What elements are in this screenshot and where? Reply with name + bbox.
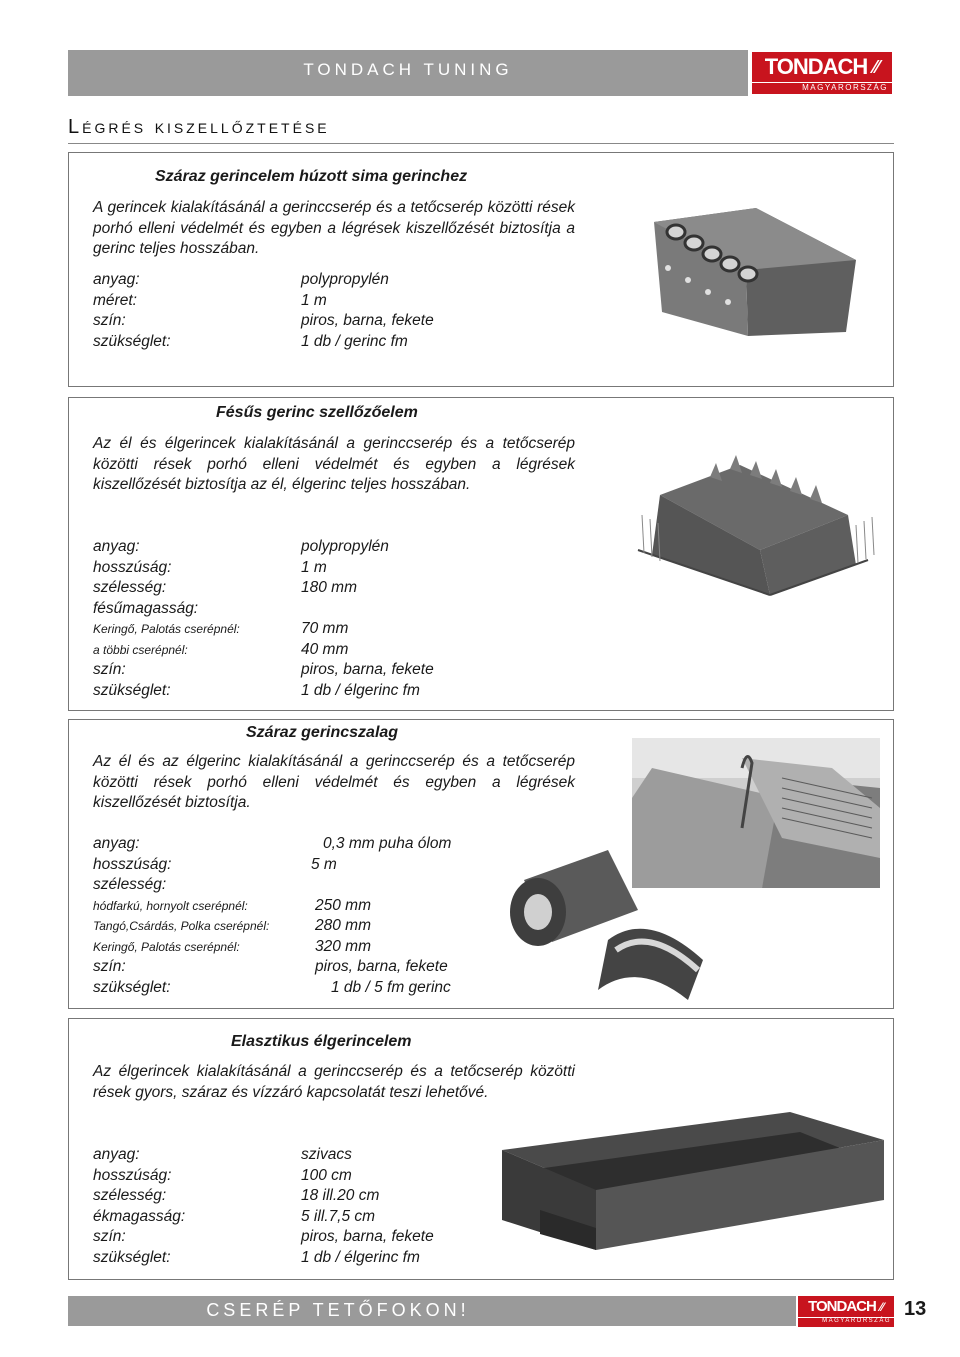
spec-value: 40 mm	[301, 640, 349, 658]
spec-label: szélesség:	[93, 876, 167, 893]
spec-value: piros, barna, fekete	[301, 661, 434, 678]
header-title: TONDACH TUNING	[303, 60, 513, 79]
logo-subtitle: MAGYARORSZÁG	[752, 83, 892, 94]
spec-list	[93, 537, 434, 701]
spec-label: hosszúság:	[93, 558, 172, 576]
logo-mark-icon: ⁄⁄	[873, 56, 880, 77]
spec-label: szélesség:	[93, 1187, 167, 1204]
spec-value: 70 mm	[301, 620, 349, 637]
spec-value: 1 db / élgerinc fm	[301, 681, 420, 699]
spec-label: méret:	[93, 291, 137, 309]
spec-label: a többi cserépnél:	[93, 642, 188, 657]
logo-wordmark: TONDACH	[808, 1298, 876, 1315]
spec-value: szivacs	[301, 1146, 352, 1163]
spec-label: szükséglet:	[93, 1248, 171, 1266]
spec-value: 5 ill.7,5 cm	[301, 1207, 376, 1225]
product-description: A gerincek kialakításánál a gerinccserép és a tetőcserép közötti rések porhó elleni védelmét és egyben a légrések kiszellőzését biztosítja a gerinc teljes hosszában.	[93, 199, 575, 257]
product-description: Az él és az élgerinc kialakításánál a gerinccserép és a tetőcserép közötti rések porhó elleni védelmét és egyben a légrések kiszellőzését biztosítja.	[93, 753, 575, 811]
spec-value: 100 cm	[301, 1166, 352, 1184]
spec-label: szín:	[93, 1228, 126, 1245]
spec-label: szín:	[93, 312, 126, 329]
spec-value: 280 mm	[315, 917, 371, 934]
spec-label: ékmagasság:	[93, 1207, 186, 1225]
spec-label: szükséglet:	[93, 978, 171, 996]
spec-label: anyag:	[93, 835, 140, 852]
footer-title: CSERÉP TETŐFOKON!	[206, 1300, 470, 1320]
product-title: Fésűs gerinc szellőzőelem	[216, 404, 418, 421]
tondach-logo-footer	[796, 1294, 896, 1328]
spec-label: szükséglet:	[93, 332, 171, 350]
spec-list	[93, 834, 451, 998]
spec-label: Keringő, Palotás cserépnél:	[93, 939, 240, 954]
product-title: Elasztikus élgerincelem	[231, 1033, 412, 1050]
spec-label: hosszúság:	[93, 1166, 172, 1184]
spec-label: fésűmagasság:	[93, 599, 199, 617]
spec-value: piros, barna, fekete	[315, 958, 448, 975]
product-title: Száraz gerincszalag	[246, 724, 399, 741]
spec-value: 0,3 mm puha ólom	[323, 835, 452, 852]
ridge-roll-product	[498, 850, 708, 1000]
spec-value: 1 m	[301, 291, 327, 309]
product-title: Száraz gerincelem húzott sima gerinchez	[155, 168, 468, 185]
spec-value: 320 mm	[315, 937, 371, 955]
spec-value: 1 db / 5 fm gerinc	[331, 978, 451, 996]
spec-value: polypropylén	[301, 271, 389, 288]
logo-subtitle: MAGYARORSZÁG	[798, 1318, 894, 1327]
logo-mark-icon: ⁄⁄	[879, 1299, 884, 1314]
product-description: Az élgerincek kialakításánál a gerinccserép és a tetőcserép közötti rések gyors, száraz és vízzáró kapcsolatát teszi lehetővé.	[93, 1063, 575, 1101]
spec-value: 250 mm	[315, 896, 371, 914]
spec-value: 1 db / élgerinc fm	[301, 1248, 420, 1266]
logo-wordmark: TONDACH	[764, 54, 868, 79]
spec-list	[93, 270, 434, 352]
spec-value: 5 m	[311, 855, 337, 873]
section-divider	[68, 143, 894, 144]
spec-label: Tangó,Csárdás, Polka cserépnél:	[93, 919, 270, 933]
spec-label: szükséglet:	[93, 681, 171, 699]
spec-value: 18 ill.20 cm	[301, 1187, 380, 1204]
spec-label: hódfarkú, hornyolt cserépnél:	[93, 898, 248, 913]
spec-label: anyag:	[93, 538, 140, 555]
spec-value: piros, barna, fekete	[301, 1228, 434, 1245]
spec-list	[93, 1145, 434, 1268]
section-title: Légrés kiszellőztetése	[68, 116, 330, 138]
spec-value: 1 m	[301, 558, 327, 576]
spec-label: szín:	[93, 958, 126, 975]
spec-label: Keringő, Palotás cserépnél:	[93, 622, 240, 636]
spec-value: 1 db / gerinc fm	[301, 332, 408, 350]
product-description: Az él és élgerincek kialakításánál a gerinccserép és a tetőcserép közötti rések porhó elleni védelmét és egyben a légrések kiszellőzését biztosítja az él, élgerinc teljes hosszában.	[93, 435, 575, 493]
tondach-logo	[748, 50, 896, 96]
spec-label: szín:	[93, 661, 126, 678]
spec-value: 180 mm	[301, 579, 357, 596]
spec-label: anyag:	[93, 1146, 140, 1163]
page-number: 13	[904, 1298, 927, 1320]
spec-label: anyag:	[93, 271, 140, 288]
spec-label: hosszúság:	[93, 855, 172, 873]
ridge-vent-image	[636, 200, 862, 340]
foam-ridge-element-image	[500, 1110, 886, 1260]
spec-label: szélesség:	[93, 579, 167, 596]
comb-ridge-vent-image	[630, 455, 880, 600]
spec-value: polypropylén	[301, 538, 389, 555]
spec-value: piros, barna, fekete	[301, 312, 434, 329]
